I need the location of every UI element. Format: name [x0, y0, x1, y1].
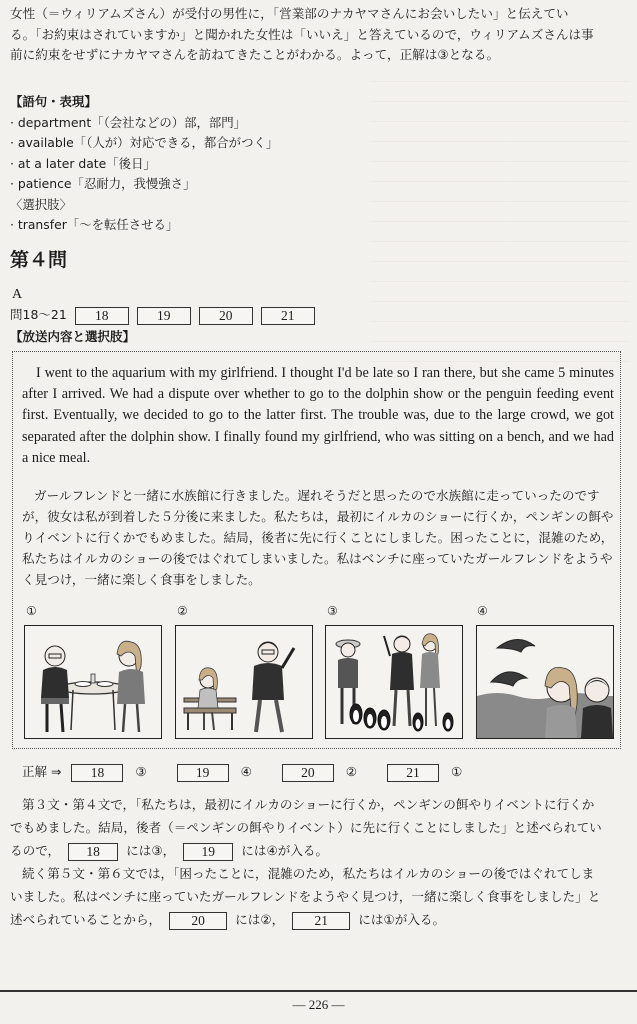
answer-20-box: 20 — [282, 764, 334, 782]
answer-box-20: 20 — [199, 307, 253, 325]
answer-18-box: 18 — [71, 764, 123, 782]
intro-line: 女性（＝ウィリアムズさん）が受付の男性に，「営業部のナカヤマさんにお会いしたい」と伝えてい — [10, 6, 569, 21]
page-number: ― 226 ― — [292, 997, 345, 1012]
answer-prefix: 正解 ⇒ — [22, 764, 62, 779]
explanation-box-20: 20 — [169, 912, 227, 930]
explanation-text: には②， — [235, 912, 285, 927]
answer-19-choice: ④ — [240, 764, 252, 779]
answer-row — [22, 762, 462, 782]
picture-4-dolphin-show — [476, 625, 614, 739]
explanation-line: でもめました。結局，後者（＝ペンギンの餌やりイベント）に先に行くことにしました」と述べられてい — [10, 820, 602, 835]
picture-3-penguins — [325, 625, 463, 739]
intro-paragraph — [10, 4, 622, 66]
intro-line: 前に約束をせずにナカヤマさんを訪ねてきたことがわかる。よって，正解は③となる。 — [10, 47, 500, 62]
answer-18-choice: ③ — [135, 764, 147, 779]
question-range-row — [10, 305, 315, 325]
bench-reunion-illustration — [176, 626, 312, 738]
vocab-section — [10, 92, 622, 236]
picture-label-4: ④ — [477, 604, 488, 618]
picture-label-2: ② — [177, 604, 188, 618]
explanation-line-with-boxes — [10, 839, 622, 862]
dolphin-show-illustration — [477, 626, 613, 738]
vocab-item: 〈選択肢〉 — [10, 196, 72, 212]
couple-eating-illustration — [25, 626, 161, 738]
answer-box-19: 19 — [137, 307, 191, 325]
picture-label-1: ① — [26, 604, 37, 618]
penguin-feeding-illustration — [326, 626, 462, 738]
explanation-box-21: 21 — [292, 912, 350, 930]
explanation-text: には④が入る。 — [241, 843, 329, 858]
story-english: I went to the aquarium with my girlfriend. I thought I'd be late so I ran there, but she came 5 minutes after I arrived. We had a dispute over whether to go to the dolphin show or the penguin feeding event first. Eventually, we decided to go to the latter first. The trouble was, due to the large crowd, we got separated after the dolphin show. I finally found my girlfriend, who was sitting on a bench, and we had a nice meal. — [22, 365, 614, 466]
explanation-text: には③， — [126, 843, 176, 858]
explanation-line: 続く第５文・第６文では，「困ったことに，混雑のため，私たちはイルカのショーの後ではぐれてしま — [22, 866, 595, 881]
explanation-text: には①が入る。 — [358, 912, 446, 927]
explanation-line: いました。私はベンチに座っていたガールフレンドをようやく見つけ，一緒に楽しく食事をしました」と — [10, 889, 601, 904]
explanation-text: るので， — [10, 843, 61, 858]
answer-box-21: 21 — [261, 307, 315, 325]
answer-box-18: 18 — [75, 307, 129, 325]
content-header: 【放送内容と選択肢】 — [10, 329, 136, 344]
picture-1-meal — [24, 625, 162, 739]
intro-line: る。「お約束はされていますか」と聞かれた女性は「いいえ」と答えているので，ウィリアムズさんは事 — [10, 26, 594, 42]
explanation-box-18: 18 — [68, 843, 118, 861]
picture-label-3: ③ — [327, 604, 338, 618]
vocab-item: · at a later date「後日」 — [10, 155, 156, 171]
answer-19-box: 19 — [177, 764, 229, 782]
part-label: A — [12, 287, 23, 302]
footer-rule — [0, 990, 637, 992]
answer-21-box: 21 — [387, 764, 439, 782]
picture-2-bench — [175, 625, 313, 739]
section-title: 第４問 — [10, 249, 68, 271]
vocab-header: 【語句・表現】 — [10, 94, 97, 109]
explanation-line: 第３文・第４文で，「私たちは，最初にイルカのショーに行くか，ペンギンの餌やりイベントに行くか — [22, 797, 595, 812]
explanation-box-19: 19 — [183, 843, 233, 861]
vocab-item: · transfer「～を転任させる」 — [10, 217, 179, 232]
vocab-item: · available「（人が）対応できる，都合がつく」 — [10, 135, 279, 150]
explanation-text: 述べられていることから， — [10, 912, 162, 927]
answer-21-choice: ① — [450, 764, 463, 779]
vocab-item: · patience「忍耐力，我慢強さ」 — [10, 176, 196, 191]
question-range: 問18～21 — [10, 307, 67, 322]
answer-20-choice: ② — [345, 764, 358, 779]
vocab-item: · department「（会社などの）部，部門」 — [10, 114, 247, 130]
story-japanese: ガールフレンドと一緒に水族館に行きました。遅れそうだと思ったので水族館に走っていったのですが，彼女は私が到着した５分後に来ました。私たちは，最初にイルカのショーに行くか，ペンギンの餌やりイベントに行くかでもめました。結局，後者に先に行くことにしました。困ったことに，混雑のため，私たちはイルカのショーの後ではぐれてしまいました。私はベンチに座っていたガールフレンドをようやく見つけ，一緒に楽しく食事をしました。 — [22, 488, 614, 587]
explanation-line-with-boxes — [10, 908, 622, 931]
explanation — [10, 793, 622, 931]
